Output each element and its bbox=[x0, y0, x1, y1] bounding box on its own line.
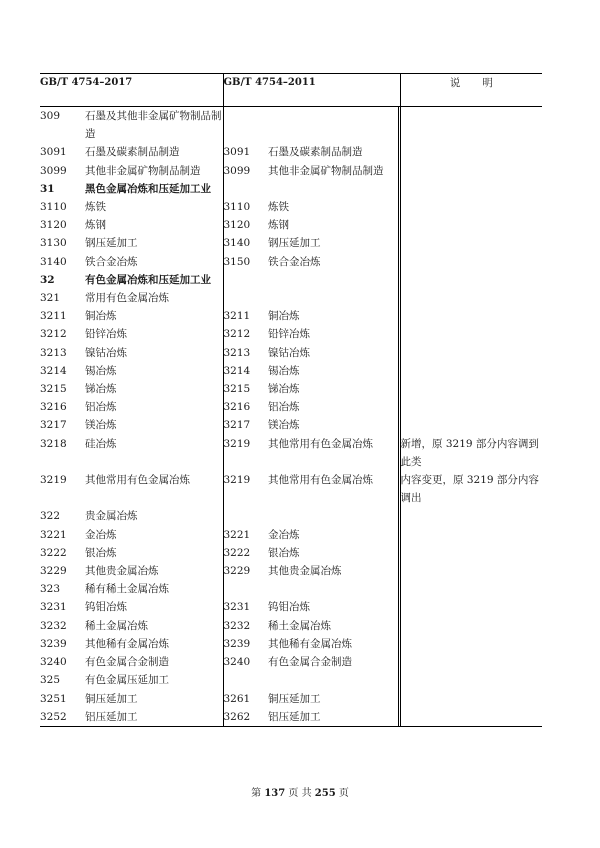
cell-old-code: 3219 bbox=[223, 435, 268, 471]
cell-old-name: 锡冶炼 bbox=[268, 364, 300, 377]
cell-new-code: 3214 bbox=[40, 364, 67, 377]
cell-new-code: 3229 bbox=[40, 565, 67, 578]
cell-old-code bbox=[223, 271, 268, 289]
cell-old-code bbox=[223, 507, 268, 525]
cell-new-name: 铅锌冶炼 bbox=[85, 328, 127, 341]
cell-new-name: 石墨及碳素制品制造 bbox=[85, 146, 180, 159]
cell-old-name: 金冶炼 bbox=[268, 528, 300, 541]
cell-new-code: 309 bbox=[40, 110, 61, 122]
header-old-standard: GB/T 4754–2011 bbox=[223, 74, 400, 107]
page-footer bbox=[0, 784, 600, 799]
cell-new-code: 3110 bbox=[40, 201, 67, 214]
cell-old-name bbox=[268, 671, 398, 689]
cell-old-name bbox=[268, 507, 398, 525]
cell-note bbox=[400, 253, 542, 271]
cell-old-name: 稀土金属冶炼 bbox=[268, 619, 331, 632]
cell-old-code: 3212 bbox=[223, 325, 268, 343]
cell-old-name: 其他贵金属冶炼 bbox=[268, 565, 342, 578]
cell-new-name: 钢压延加工 bbox=[85, 237, 138, 250]
cell-new-code: 3211 bbox=[40, 310, 67, 323]
cell-note bbox=[400, 653, 542, 671]
table-row bbox=[40, 234, 542, 252]
cell-new-code: 3216 bbox=[40, 401, 67, 414]
cell-new-name: 银冶炼 bbox=[85, 546, 117, 559]
table-row bbox=[40, 344, 542, 362]
cell-new-code: 3217 bbox=[40, 419, 67, 432]
cell-new-code: 3219 bbox=[40, 474, 67, 487]
cell-old-code: 3262 bbox=[223, 708, 268, 727]
cell-old-code bbox=[223, 107, 268, 144]
cell-note bbox=[400, 271, 542, 289]
cell-note bbox=[400, 526, 542, 544]
cell-old-code: 3232 bbox=[223, 617, 268, 635]
cell-note bbox=[400, 344, 542, 362]
classification-table bbox=[40, 73, 542, 727]
cell-old-code: 3221 bbox=[223, 526, 268, 544]
cell-old-code: 3214 bbox=[223, 362, 268, 380]
cell-old-code: 3240 bbox=[223, 653, 268, 671]
cell-old-name: 镍钴冶炼 bbox=[268, 346, 310, 359]
cell-old-code: 3239 bbox=[223, 635, 268, 653]
cell-old-name: 铜冶炼 bbox=[268, 310, 300, 323]
cell-note bbox=[400, 598, 542, 616]
cell-new-code: 3215 bbox=[40, 383, 67, 396]
cell-note: 新增，原 3219 部分内容调到此类 bbox=[400, 435, 542, 471]
cell-note bbox=[400, 362, 542, 380]
footer-suffix: 页 bbox=[338, 788, 349, 799]
cell-old-code bbox=[223, 289, 268, 307]
table-row bbox=[40, 653, 542, 671]
cell-new-name: 钨钼冶炼 bbox=[85, 601, 127, 614]
cell-old-name bbox=[268, 180, 398, 198]
cell-new-name: 铜冶炼 bbox=[85, 310, 117, 323]
cell-note bbox=[400, 690, 542, 708]
cell-old-code: 3216 bbox=[223, 398, 268, 416]
cell-old-code: 3091 bbox=[223, 143, 268, 161]
cell-new-code: 323 bbox=[40, 583, 61, 596]
cell-new-code: 3240 bbox=[40, 656, 67, 669]
cell-old-code: 3150 bbox=[223, 253, 268, 271]
cell-new-name: 稀土金属冶炼 bbox=[85, 619, 148, 632]
table-row bbox=[40, 162, 542, 180]
cell-note bbox=[400, 708, 542, 727]
cell-old-code: 3231 bbox=[223, 598, 268, 616]
cell-new-code: 321 bbox=[40, 292, 61, 305]
cell-new-name: 有色金属冶炼和压延加工业 bbox=[85, 273, 211, 286]
cell-new-code: 3212 bbox=[40, 328, 67, 341]
table-row bbox=[40, 107, 542, 144]
cell-new-name: 贵金属冶炼 bbox=[85, 510, 138, 523]
cell-note bbox=[400, 143, 542, 161]
cell-new-name: 镁冶炼 bbox=[85, 419, 117, 432]
cell-note bbox=[400, 635, 542, 653]
table-row bbox=[40, 307, 542, 325]
footer-page-number: 137 bbox=[264, 788, 286, 799]
cell-old-name bbox=[268, 107, 398, 144]
cell-note bbox=[400, 671, 542, 689]
table-row bbox=[40, 526, 542, 544]
cell-note bbox=[400, 198, 542, 216]
cell-old-code: 3213 bbox=[223, 344, 268, 362]
cell-new-name: 其他常用有色金属冶炼 bbox=[85, 474, 190, 487]
table-row bbox=[40, 544, 542, 562]
cell-note bbox=[400, 544, 542, 562]
cell-old-code: 3222 bbox=[223, 544, 268, 562]
table-row bbox=[40, 690, 542, 708]
cell-new-code: 3120 bbox=[40, 219, 67, 232]
table-row bbox=[40, 180, 542, 198]
cell-old-code: 3229 bbox=[223, 562, 268, 580]
cell-old-name bbox=[268, 289, 398, 307]
cell-note bbox=[400, 180, 542, 198]
table-header-row bbox=[40, 74, 542, 107]
cell-note bbox=[400, 380, 542, 398]
cell-old-code bbox=[223, 580, 268, 598]
cell-note bbox=[400, 307, 542, 325]
cell-old-code: 3211 bbox=[223, 307, 268, 325]
cell-new-code: 3231 bbox=[40, 601, 67, 614]
cell-new-name: 其他贵金属冶炼 bbox=[85, 565, 159, 578]
cell-old-name bbox=[268, 580, 398, 598]
cell-new-code: 3232 bbox=[40, 619, 67, 632]
cell-old-name: 锑冶炼 bbox=[268, 383, 300, 396]
cell-old-name: 镁冶炼 bbox=[268, 419, 300, 432]
cell-new-name: 铝冶炼 bbox=[85, 401, 117, 414]
cell-note bbox=[400, 617, 542, 635]
cell-new-name: 有色金属合金制造 bbox=[85, 656, 169, 669]
cell-new-code: 3130 bbox=[40, 237, 67, 250]
cell-old-name: 铁合金冶炼 bbox=[268, 255, 321, 268]
table-row bbox=[40, 143, 542, 161]
table-row bbox=[40, 380, 542, 398]
cell-new-name: 石墨及其他非金属矿物制品制造 bbox=[85, 110, 222, 141]
cell-new-name: 铝压延加工 bbox=[85, 708, 223, 727]
table-row bbox=[40, 708, 542, 727]
cell-note bbox=[400, 562, 542, 580]
cell-note bbox=[400, 216, 542, 234]
cell-old-code bbox=[223, 180, 268, 198]
cell-note bbox=[400, 289, 542, 307]
cell-new-code: 3251 bbox=[40, 692, 67, 705]
cell-new-name: 锑冶炼 bbox=[85, 383, 117, 396]
header-note: 说明 bbox=[400, 74, 542, 107]
table-row bbox=[40, 271, 542, 289]
cell-note bbox=[400, 507, 542, 525]
cell-old-name: 钨钼冶炼 bbox=[268, 601, 310, 614]
table-row bbox=[40, 325, 542, 343]
cell-note bbox=[400, 162, 542, 180]
table-row bbox=[40, 416, 542, 434]
cell-new-name: 硅冶炼 bbox=[85, 437, 117, 450]
table-row bbox=[40, 398, 542, 416]
cell-old-name: 其他常用有色金属冶炼 bbox=[268, 474, 373, 487]
cell-new-name: 常用有色金属冶炼 bbox=[85, 292, 169, 305]
table-row bbox=[40, 289, 542, 307]
cell-old-name: 铝压延加工 bbox=[268, 708, 398, 727]
cell-old-name: 铜压延加工 bbox=[268, 692, 321, 705]
cell-new-name: 稀有稀土金属冶炼 bbox=[85, 583, 169, 596]
cell-new-code: 31 bbox=[40, 182, 55, 195]
cell-old-name: 其他常用有色金属冶炼 bbox=[268, 437, 373, 450]
cell-note: 内容变更，原 3219 部分内容调出 bbox=[400, 471, 542, 507]
cell-new-code: 322 bbox=[40, 510, 61, 523]
table-row bbox=[40, 216, 542, 234]
cell-new-code: 3218 bbox=[40, 437, 67, 450]
cell-new-name: 炼铁 bbox=[85, 201, 106, 214]
table-row bbox=[40, 635, 542, 653]
footer-total-pages: 255 bbox=[314, 788, 336, 799]
footer-prefix: 第 bbox=[251, 788, 262, 799]
table-row bbox=[40, 598, 542, 616]
table-row bbox=[40, 580, 542, 598]
cell-old-code: 3099 bbox=[223, 162, 268, 180]
header-new-standard: GB/T 4754–2017 bbox=[40, 74, 223, 107]
table-row bbox=[40, 671, 542, 689]
cell-old-code: 3261 bbox=[223, 690, 268, 708]
cell-new-code: 3222 bbox=[40, 546, 67, 559]
table-row bbox=[40, 471, 542, 507]
cell-note bbox=[400, 107, 542, 144]
cell-old-code: 3140 bbox=[223, 234, 268, 252]
cell-new-name: 铜压延加工 bbox=[85, 692, 138, 705]
table-row bbox=[40, 435, 542, 471]
cell-new-code: 3213 bbox=[40, 346, 67, 359]
cell-old-code: 3120 bbox=[223, 216, 268, 234]
cell-old-name: 炼钢 bbox=[268, 219, 289, 232]
cell-old-name: 铝冶炼 bbox=[268, 401, 300, 414]
cell-new-name: 黑色金属冶炼和压延加工业 bbox=[85, 182, 211, 195]
cell-new-name: 镍钴冶炼 bbox=[85, 346, 127, 359]
cell-old-code: 3215 bbox=[223, 380, 268, 398]
cell-note bbox=[400, 234, 542, 252]
cell-old-name: 石墨及碳素制品制造 bbox=[268, 146, 363, 159]
footer-middle: 页 共 bbox=[288, 788, 312, 799]
cell-new-code: 3239 bbox=[40, 637, 67, 650]
cell-note bbox=[400, 580, 542, 598]
table-row bbox=[40, 562, 542, 580]
cell-note bbox=[400, 398, 542, 416]
cell-old-code bbox=[223, 671, 268, 689]
cell-new-code: 32 bbox=[40, 273, 55, 286]
cell-old-name: 银冶炼 bbox=[268, 546, 300, 559]
cell-new-name: 其他稀有金属冶炼 bbox=[85, 637, 169, 650]
cell-note bbox=[400, 325, 542, 343]
cell-old-name: 其他稀有金属冶炼 bbox=[268, 637, 352, 650]
cell-old-name: 炼铁 bbox=[268, 201, 289, 214]
cell-old-code: 3217 bbox=[223, 416, 268, 434]
cell-old-name: 其他非金属矿物制品制造 bbox=[268, 164, 384, 177]
cell-new-code: 3221 bbox=[40, 528, 67, 541]
cell-old-name: 有色金属合金制造 bbox=[268, 656, 352, 669]
cell-old-name: 铅锌冶炼 bbox=[268, 328, 310, 341]
cell-new-name: 其他非金属矿物制品制造 bbox=[85, 164, 201, 177]
cell-new-code: 3252 bbox=[40, 708, 85, 727]
cell-old-name: 钢压延加工 bbox=[268, 237, 321, 250]
cell-new-name: 炼钢 bbox=[85, 219, 106, 232]
cell-note bbox=[400, 416, 542, 434]
table-row bbox=[40, 507, 542, 525]
cell-new-code: 3140 bbox=[40, 255, 67, 268]
cell-new-name: 金冶炼 bbox=[85, 528, 117, 541]
cell-new-code: 3091 bbox=[40, 146, 67, 159]
table-row bbox=[40, 198, 542, 216]
cell-old-name bbox=[268, 271, 398, 289]
cell-new-name: 铁合金冶炼 bbox=[85, 255, 138, 268]
table-row bbox=[40, 617, 542, 635]
cell-new-name: 锡冶炼 bbox=[85, 364, 117, 377]
table-row bbox=[40, 253, 542, 271]
cell-new-code: 325 bbox=[40, 674, 61, 687]
cell-old-code: 3110 bbox=[223, 198, 268, 216]
cell-old-code: 3219 bbox=[223, 471, 268, 507]
table-row bbox=[40, 362, 542, 380]
cell-new-name: 有色金属压延加工 bbox=[85, 674, 169, 687]
cell-new-code: 3099 bbox=[40, 164, 67, 177]
